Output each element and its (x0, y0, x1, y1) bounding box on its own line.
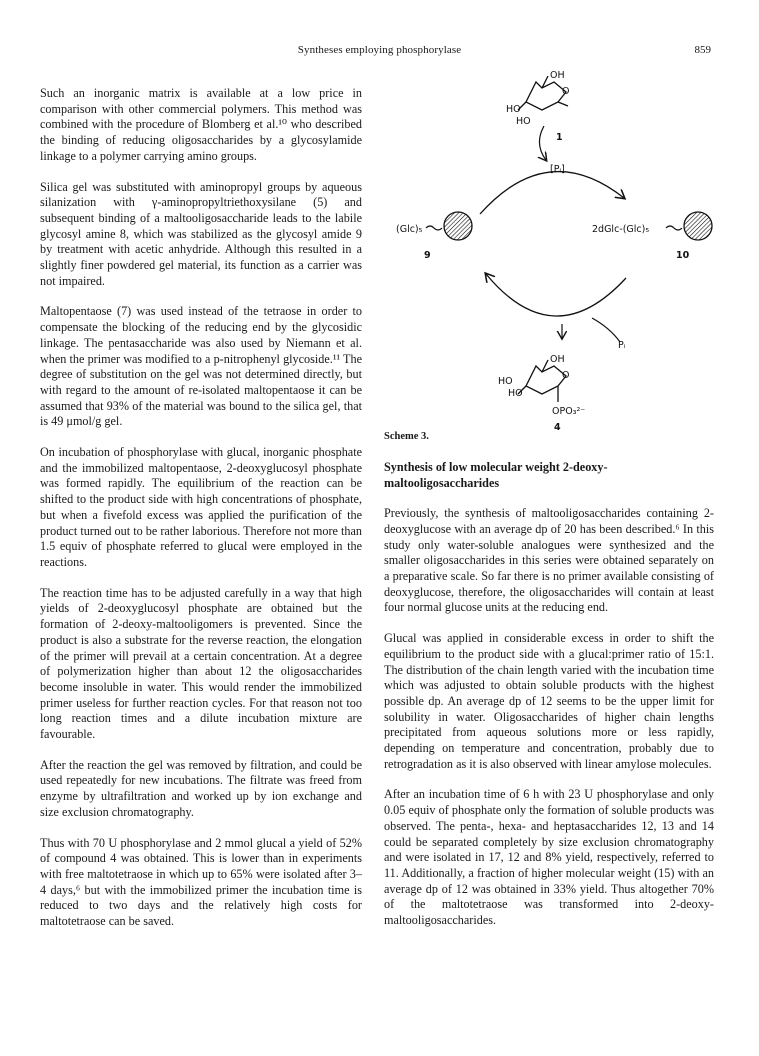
reaction-scheme (376, 66, 721, 436)
label-phosphate: OPO₃²⁻ (552, 406, 586, 417)
paragraph: The reaction time has to be adjusted carefully in a way that high yields of 2-deoxyglucosyl phosphate are obtained but the formation of 2-deoxy-maltooligomers is prevented. Since the product is also a substrate for the reverse reaction, the elongation of the primer will prevail at a certain concentration. At a degree of polymerization higher than about 12 the oligosaccharides become insoluble in water. This would render the immobilized primer useless for further reaction cycles. For that reason not too long reaction times and a dilute incubation mixture are favourable. (40, 585, 362, 742)
paragraph: After the reaction the gel was removed by filtration, and could be used repeatedly for new incubations. The filtrate was freed from enzyme by ultrafiltration and worked up by ion exchange and size exclusion chromatography. (40, 757, 362, 819)
paragraph: Previously, the synthesis of maltooligosaccharides containing 2-deoxyglucose with an average dp of 20 has been described.⁶ In this study only water-soluble analogues were synthesized and the smaller oligosaccharides in this series were obtained separately on a preparative scale. So far there is no primer available consisting of deoxyglucose, therefore, the oligosaccharides will contain at least four normal glucose units at the reducing end. (384, 506, 714, 615)
page-header (0, 44, 759, 60)
compound-9-label: 9 (424, 250, 431, 261)
glucosyl-phosphate-structure (498, 354, 585, 417)
running-title: Syntheses employing phosphorylase (297, 44, 462, 56)
phosphate-top-label: [Pᵢ] (550, 164, 565, 175)
page-number: 859 (694, 44, 711, 56)
paragraph: Maltopentaose (7) was used instead of the tetraose in order to compensate the blocking of the reducing end by the glycosidic linkage. The pentasaccharide was also used by Niemann et al. when the primer was modified to a p-nitrophenyl glycoside.¹¹ The degree of substitution on the gel was not determined directly, but with regard to the amount of re-isolated maltopentaose it can be assumed that 93% of the material was bound to the silica gel, that is 49 μmol/g gel. (40, 304, 362, 429)
label-oh: OH (550, 70, 565, 81)
label-ring-o: O (562, 86, 570, 97)
phosphate-bottom-label: Pᵢ (618, 340, 626, 351)
2dglc-glc5-label: 2dGlc-(Glc)₅ (592, 224, 650, 235)
label-ho: HO (498, 376, 513, 387)
right-column (384, 460, 714, 944)
label-ho: HO (516, 116, 531, 127)
silica-bead (444, 212, 472, 240)
compound-1-label: 1 (556, 132, 563, 143)
paragraph: Such an inorganic matrix is available at a low price in comparison with other commercial polymers. This method was combined with the procedure of Blomberg et al.¹⁰ who described the binding of reducing oligosaccharides by a glycosylamide linkage to a polymer carrying amino groups. (40, 86, 362, 163)
silica-bead (684, 212, 712, 240)
left-column (40, 86, 362, 945)
paragraph: Silica gel was substituted with aminopropyl groups by aqueous silanization with γ-aminopropyltriethoxysilane (5) and subsequent binding of a maltooligosaccharide leads to the labile glycosyl amine 8, which was stabilized as the glycosyl amide 9 by treatment with acetic anhydride. Although this resulted in a slightly finer powdered gel material, its function as a carrier was not impaired. (40, 179, 362, 288)
label-oh: OH (550, 354, 565, 365)
scheme-drawing (376, 66, 721, 436)
paragraph: On incubation of phosphorylase with glucal, inorganic phosphate and the immobilized maltopentaose, 2-deoxyglucosyl phosphate was formed rapidly. The equilibrium of the reaction can be shifted to the product side with high concentrations of phosphate, but when a fivefold excess was applied the purification of the product turned out to be rather laborious. Therefore not more than 1.5 equiv of phosphate referred to glucal were employed in the reactions. (40, 445, 362, 569)
paragraph: After an incubation time of 6 h with 23 U phosphorylase and only 0.05 equiv of phosphate only the formation of soluble products was observed. The penta-, hexa- and heptasaccharides 12, 13 and 14 could be separated completely by size exclusion chromatography and were isolated in 17, 12 and 8% yield, respectively, referred to 11. Additionally, a fraction of higher molecular weight (15) with an average dp of 12 was obtained in 33% yield. Thus altogether 70% of the maltotetraose was transformed into 2-deoxy-maltooligosaccharides. (384, 787, 714, 928)
compound-4-label: 4 (554, 422, 561, 433)
compound-10-label: 10 (676, 250, 690, 261)
label-ring-o: O (562, 370, 570, 381)
section-heading: Synthesis of low molecular weight 2-deoxy-maltooligosaccharides (384, 460, 608, 490)
paragraph: Glucal was applied in considerable excess in order to shift the equilibrium to the product side with a glucal:primer ratio of 15:1. The distribution of the chain length varied with the incubation time which was adjusted to obtain soluble products with the highest possible dp. An average dp of 12 seems to be the upper limit for solubility in water. Oligosaccharides of higher chain lengths precipitated from aqueous solutions more or less rapidly, depending on temperature and concentration, probably due to retrogradation as it is also observed with linear amylose molecules. (384, 631, 714, 771)
paragraph: Thus with 70 U phosphorylase and 2 mmol glucal a yield of 52% of compound 4 was obtained. This is lower than in experiments with free maltotetraose in which up to 65% were isolated after 3–4 days,⁶ but with the immobilized primer the incubation time is reduced to two days and the relatively high costs for maltotetraose can be saved. (40, 835, 362, 929)
glc5-label: (Glc)₅ (396, 224, 423, 235)
label-ho: HO (508, 388, 523, 399)
scheme-caption: Scheme 3. (384, 431, 429, 442)
label-ho: HO (506, 104, 521, 115)
glucal-structure (506, 70, 569, 127)
